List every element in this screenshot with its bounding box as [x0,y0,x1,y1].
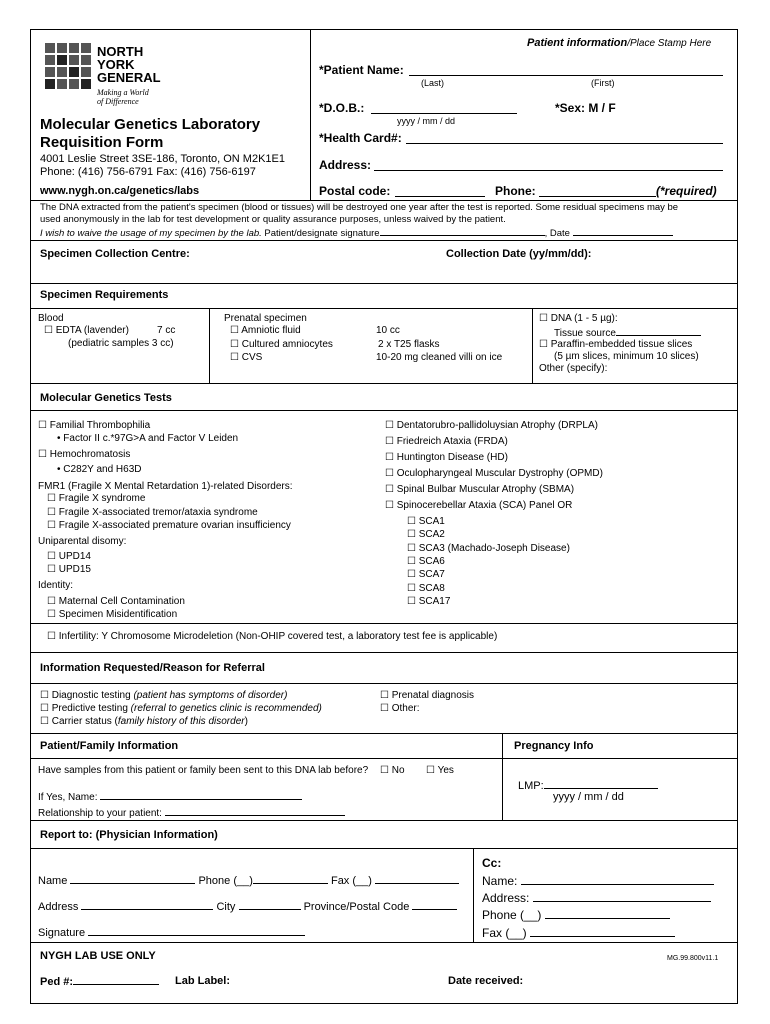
test-frda[interactable]: ☐ Friedreich Ataxia (FRDA) [385,436,508,447]
cvs-volume: 10-20 mg cleaned villi on ice [376,352,503,363]
referral-heading: Information Requested/Reason for Referral [40,662,265,674]
fmr1-heading: FMR1 (Fragile X Mental Retardation 1)-related Disorders: [38,481,293,492]
prior-samples-yes[interactable]: ☐ Yes [426,765,454,776]
relationship-field[interactable] [165,806,345,816]
dob-field[interactable] [371,113,517,114]
physician-address-field[interactable] [81,900,213,910]
referral-prenatal[interactable]: ☐ Prenatal diagnosis [380,690,475,701]
patient-info-heading: Patient information/Place Stamp Here [527,37,712,49]
test-mcc[interactable]: ☐ Maternal Cell Contamination [47,596,185,607]
blood-label: Blood [38,313,64,324]
ped-number-field[interactable] [73,975,159,985]
physician-signature-field[interactable] [88,926,305,936]
test-fragile-x[interactable]: ☐ Fragile X syndrome [47,493,146,504]
ped-number: Ped #: [40,975,159,988]
prenatal-label: Prenatal specimen [224,313,307,324]
cc-name: Name: [482,874,714,888]
cultured-checkbox[interactable]: ☐ Cultured amniocytes [230,339,333,350]
lmp-field[interactable] [544,779,658,789]
tagline-1: Making a World [97,88,149,97]
test-misidentification[interactable]: ☐ Specimen Misidentification [47,609,178,620]
sex-label[interactable]: *Sex: M / F [555,101,616,115]
required-note: (*required) [656,184,717,198]
collection-date-label: Collection Date (yy/mm/dd): [446,248,592,260]
first-label: (First) [591,78,615,88]
lab-use-heading: NYGH LAB USE ONLY [40,950,156,962]
amniotic-volume: 10 cc [376,325,400,336]
if-yes-name: If Yes, Name: [38,790,302,803]
paraffin-checkbox[interactable]: ☐ Paraffin-embedded tissue slices [539,339,693,350]
cvs-checkbox[interactable]: ☐ CVS [230,352,263,363]
referral-other[interactable]: ☐ Other: [380,703,420,714]
test-drpla[interactable]: ☐ Dentatorubro-pallidoluysian Atrophy (DRPLA) [385,420,598,431]
form-title-2: Requisition Form [40,134,164,151]
patient-name-label: *Patient Name: [319,63,404,77]
requirements-heading: Specimen Requirements [40,289,169,301]
dob-label: *D.O.B.: [319,101,365,115]
test-sca-panel[interactable]: ☐ Spinocerebellar Ataxia (SCA) Panel OR [385,500,573,511]
address-label: Address: [319,158,372,172]
report-heading: Report to: (Physician Information) [40,829,218,841]
physician-fax-field[interactable] [375,874,459,884]
form-title-1: Molecular Genetics Laboratory [40,116,261,133]
tissue-source: Tissue source [554,326,701,339]
test-opmd[interactable]: ☐ Oculopharyngeal Muscular Dystrophy (OPMD) [385,468,603,479]
notice-line-1: The DNA extracted from the patient's specimen (blood or tissues) will be destroyed one year after the test is reported. Some residual specimens may be [40,202,679,213]
tagline-2: of Difference [97,97,139,106]
referral-predictive[interactable]: ☐ Predictive testing (referral to genetics clinic is recommended) [40,703,322,714]
test-upd14[interactable]: ☐ UPD14 [47,551,91,562]
cultured-volume: 2 x T25 flasks [378,339,440,350]
cc-phone: Phone (__) [482,908,670,922]
identity-heading: Identity: [38,580,74,591]
test-upd15[interactable]: ☐ UPD15 [47,564,91,575]
amniotic-checkbox[interactable]: ☐ Amniotic fluid [230,325,301,336]
pregnancy-heading: Pregnancy Info [514,740,594,752]
date-received: Date received: [448,975,524,987]
collection-centre-label: Specimen Collection Centre: [40,248,190,260]
physician-name-field[interactable] [70,874,195,884]
prior-samples-no[interactable]: ☐ No [380,765,405,776]
physician-city-field[interactable] [239,900,301,910]
waive-line: I wish to waive the usage of my specimen by the lab. Patient/designate signature , Date [40,226,673,239]
lmp-format: yyyy / mm / dd [553,791,624,803]
physician-address: Address City Province/Postal Code [38,900,457,913]
test-sca2[interactable]: ☐ SCA2 [407,529,445,540]
nygh-logo [45,43,93,89]
test-sca7[interactable]: ☐ SCA7 [407,569,445,580]
test-c282y: • C282Y and H63D [57,464,142,475]
lmp-label: LMP: [518,779,658,792]
family-heading: Patient/Family Information [40,740,179,752]
pediatric-note: (pediatric samples 3 cc) [68,338,174,349]
edta-checkbox[interactable]: ☐ EDTA (lavender) [44,325,129,336]
test-sca6[interactable]: ☐ SCA6 [407,556,445,567]
test-hd[interactable]: ☐ Huntington Disease (HD) [385,452,508,463]
physician-name: Name Phone (__) Fax (__) [38,874,459,887]
referral-carrier[interactable]: ☐ Carrier status (family history of this disorder) [40,716,248,727]
dna-checkbox[interactable]: ☐ DNA (1 - 5 µg): [539,313,618,324]
edta-volume: 7 cc [157,325,176,336]
postal-field[interactable] [395,196,485,197]
last-label: (Last) [421,78,445,88]
test-fxpoi[interactable]: ☐ Fragile X-associated premature ovarian insufficiency [47,520,291,531]
phone-field[interactable] [539,196,656,197]
health-card-label: *Health Card#: [319,131,402,145]
test-factor-ii: • Factor II c.*97G>A and Factor V Leiden [57,433,239,444]
cc-fax-field[interactable] [530,927,675,937]
test-sca17[interactable]: ☐ SCA17 [407,596,451,607]
address-field[interactable] [374,170,723,171]
test-thrombophilia[interactable]: ☐ Familial Thrombophilia [38,420,151,431]
phone-label: Phone: [495,184,536,198]
org-name-3: GENERAL [97,70,161,85]
if-yes-name-field[interactable] [100,790,302,800]
referral-diagnostic[interactable]: ☐ Diagnostic testing (patient has symptoms of disorder) [40,690,288,701]
physician-postal-field[interactable] [412,900,457,910]
cc-address-field[interactable] [533,892,711,902]
tissue-source-field[interactable] [616,326,701,336]
test-sca8[interactable]: ☐ SCA8 [407,583,445,594]
slices-note: (5 µm slices, minimum 10 slices) [554,351,699,362]
physician-phone-field[interactable] [253,874,328,884]
lab-label: Lab Label: [175,975,231,987]
prior-samples-question: Have samples from this patient or family been sent to this DNA lab before? [38,765,369,776]
cc-fax: Fax (__) [482,926,675,940]
test-sca3[interactable]: ☐ SCA3 (Machado-Joseph Disease) [407,543,570,554]
lab-address: 4001 Leslie Street 3SE-186, Toronto, ON M2K1E1 [40,153,285,165]
org-name-1: NORTH [97,44,144,59]
cc-phone-field[interactable] [545,909,670,919]
test-sca1[interactable]: ☐ SCA1 [407,516,445,527]
lab-phone: Phone: (416) 756-6791 Fax: (416) 756-6197 [40,166,256,178]
upd-heading: Uniparental disomy: [38,536,127,547]
waive-date-field[interactable] [573,226,673,236]
dob-format: yyyy / mm / dd [397,116,456,126]
cc-label: Cc: [482,856,502,870]
cc-address: Address: [482,891,711,905]
cc-name-field[interactable] [521,875,714,885]
relationship: Relationship to your patient: [38,806,345,819]
form-code: MG.99.800v11.1 [667,955,719,962]
health-card-field[interactable] [406,143,723,144]
notice-line-2: used anonymously in the lab for test development or quality assurance purposes, unless waived by the patient. [40,214,506,225]
tests-heading: Molecular Genetics Tests [40,392,172,404]
patient-name-field[interactable] [409,75,723,76]
test-infertility[interactable]: ☐ Infertility: Y Chromosome Microdeletion (Non-OHIP covered test, a laboratory test fee is applicable) [47,631,498,642]
org-name-2: YORK [97,57,135,72]
other-specify: Other (specify): [539,363,608,374]
postal-label: Postal code: [319,184,391,198]
waive-signature-field[interactable] [380,226,545,236]
test-fxtas[interactable]: ☐ Fragile X-associated tremor/ataxia syndrome [47,507,258,518]
test-sbma[interactable]: ☐ Spinal Bulbar Muscular Atrophy (SBMA) [385,484,575,495]
physician-signature: Signature [38,926,305,939]
test-hemochromatosis[interactable]: ☐ Hemochromatosis [38,449,131,460]
lab-website[interactable]: www.nygh.on.ca/genetics/labs [40,185,200,197]
